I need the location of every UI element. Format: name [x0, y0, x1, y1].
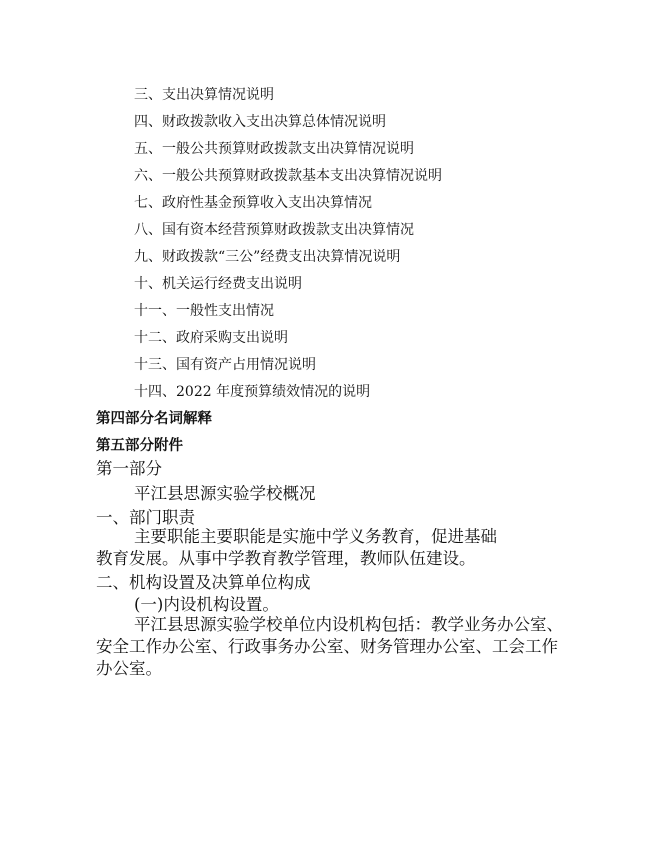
toc-item: 十一、一般性支出情况 [134, 303, 274, 319]
toc-item: 八、国有资本经营预算财政拨款支出决算情况 [134, 222, 414, 238]
part4-heading: 第四部分名词解释 [96, 411, 212, 427]
duty-paragraph-line1: 主要职能主要职能是实施中学义务教育，促进基础 [134, 527, 497, 546]
toc-item: 六、一般公共预算财政拨款基本支出决算情况说明 [134, 168, 442, 184]
part1-title: 第一部分 [96, 459, 162, 478]
org-paragraph-line3: 办公室。 [96, 659, 162, 678]
toc-item: 四、财政拨款收入支出决算总体情况说明 [134, 114, 386, 130]
toc-item: 九、财政拨款“三公”经费支出决算情况说明 [134, 249, 401, 265]
org-paragraph-line2: 安全工作办公室、行政事务办公室、财务管理办公室、工会工作 [96, 637, 558, 656]
toc-item: 五、一般公共预算财政拨款支出决算情况说明 [134, 141, 414, 157]
toc-item: 十三、国有资产占用情况说明 [134, 357, 316, 373]
toc-item: 三、支出决算情况说明 [134, 87, 274, 103]
section1-title: 一、部门职责 [96, 508, 195, 527]
subsection1-title: (一)内设机构设置。 [134, 595, 279, 614]
toc-item: 七、政府性基金预算收入支出决算情况 [134, 195, 372, 211]
duty-paragraph-line2: 教育发展。从事中学教育教学管理，教师队伍建设。 [96, 549, 476, 568]
org-paragraph-line1: 平江县思源实验学校单位内设机构包括：教学业务办公室、 [134, 615, 563, 634]
school-overview-title: 平江县思源实验学校概况 [134, 484, 316, 503]
part5-heading: 第五部分附件 [96, 438, 183, 454]
toc-item: 十二、政府采购支出说明 [134, 330, 288, 346]
toc-item: 十、机关运行经费支出说明 [134, 276, 302, 292]
section2-title: 二、机构设置及决算单位构成 [96, 573, 311, 592]
toc-item: 十四、2022 年度预算绩效情况的说明 [134, 384, 371, 400]
